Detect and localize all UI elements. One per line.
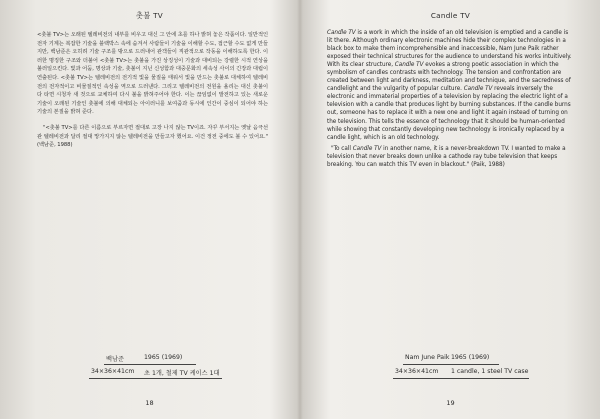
caption-rule-english-bottom [393, 378, 529, 379]
english-paragraph-main: Candle TV is a work in which the inside of an old television is emptied and a candle is lit there. Although ordinary electronic machines hide their complex technologies in a black box to make them incomprehensible and inaccessible, Nam June Paik rather exposed their technical structures for the audience to understand his works intuitively. With its clear structure, Candle TV evokes a strong poetic association in which the symbolism of candles contrasts with technology. The tension and confrontation are created between light and darkness, meditation and technique, and the sacredness of candlelight and the vulgarity of popular culture. Candle TV reveals inversely the electronic and immaterial properties of a television by replacing the electric light of a television with a candle that produces light by burning substances. If the candle burns out, someone has to replace it with a new one and light it again instead of turning on the television. This tells the essence of technology that it should be human-oriented while showing that constantly developing new technology is ironically replaced by a candle light, which is an old technology. [327, 30, 572, 141]
left-page [0, 0, 299, 419]
korean-paragraph-quote: "<촛불 TV>를 다른 이름으로 부르자면 절대로 고장 나지 않는 TV이죠. 자꾸 부서지는 옛날 음극선관 텔레비전과 달리 절대 망가지지 않는 텔레비전을 만들고자 했어요. 이건 정전 중에도 볼 수 있어요." (백남준, 1988) [37, 124, 268, 149]
italic-work-title: Candle TV [327, 30, 356, 36]
caption-artist-english: Nam June Paik [405, 354, 450, 361]
caption-materials-korean: 초 1개, 철제 TV 케이스 1대 [144, 370, 220, 377]
english-paragraph-quote: "To call Candle TV in another name, it is a never-breakdown TV. I wanted to make a television that never breaks down unlike a cathode ray tube television that keeps breaking. You can watch this TV even in blackout." (Paik, 1988) [327, 145, 566, 168]
korean-paragraph-main: <촛불 TV>는 오래된 텔레비전의 내부를 비우고 대신 그 안에 초를 하나 밝혀 놓은 작품이다. 일반적인 전자 기계는 복잡한 기술을 블랙박스 속에 숨겨서 사람들이 기술을 이해할 수도, 접근할 수도 없게 만들지만, 백남준은 오히려 기술 구조를 밖으로 드러내어 관객들이 직관적으로 작동을 이해하도록 한다. 이러한 명징한 구조와 더불어 <촛불 TV>는 촛불을 가진 상징성이 기술과 대비되는 강렬한 시적 연상을 불러일으킨다. 빛과 어둠, 명상과 기술, 촛불이 지닌 신성함과 대중문화의 세속성 사이의 긴장과 대립이 연출된다. <촛불 TV>는 텔레비전의 전기적 빛을 물질을 태워서 빛을 만드는 촛불로 대체하여 텔레비전의 전자적이고 비물질적인 속성을 역으로 드러낸다. 그리고 텔레비전의 전원을 올리는 대신 촛불이 다 타면 시청자 새 것으로 교체하여 다시 불을 밝혀주어야 한다. 이는 끊임없이 발전하고 있는 새로운 기술이 오래된 기술인 촛불에 의해 대체되는 아이러니를 보여줌과 동시에 인간이 중심이 되어야 하는 기술의 본질을 밝혀 준다. [37, 32, 268, 116]
right-page [301, 0, 600, 419]
korean-body-text [37, 31, 268, 150]
caption-dimensions-korean: 34×36×41cm [91, 368, 135, 375]
caption-materials-english: 1 candle, 1 steel TV case [451, 368, 529, 375]
caption-artist-korean: 백남준 [106, 356, 124, 363]
italic-work-title: Candle TV [352, 145, 382, 152]
running-head-english: Candle TV [430, 11, 471, 20]
page-number-left: 18 [145, 399, 154, 407]
english-caption [301, 354, 600, 380]
italic-work-title: Candle TV [394, 62, 424, 69]
italic-work-title: Candle TV [463, 86, 493, 93]
page-number-right: 19 [446, 399, 455, 407]
caption-dimensions-english: 34×36×41cm [395, 368, 439, 375]
caption-rule-korean-bottom [89, 378, 222, 379]
running-head-korean: 촛불 TV [136, 11, 163, 20]
caption-year-english: 1965 (1969) [451, 354, 490, 361]
caption-year-korean: 1965 (1969) [144, 354, 183, 361]
english-body-text [327, 29, 575, 169]
caption-rule-english-top [403, 364, 499, 365]
korean-caption [0, 354, 299, 380]
caption-rule-korean-top [104, 364, 196, 365]
